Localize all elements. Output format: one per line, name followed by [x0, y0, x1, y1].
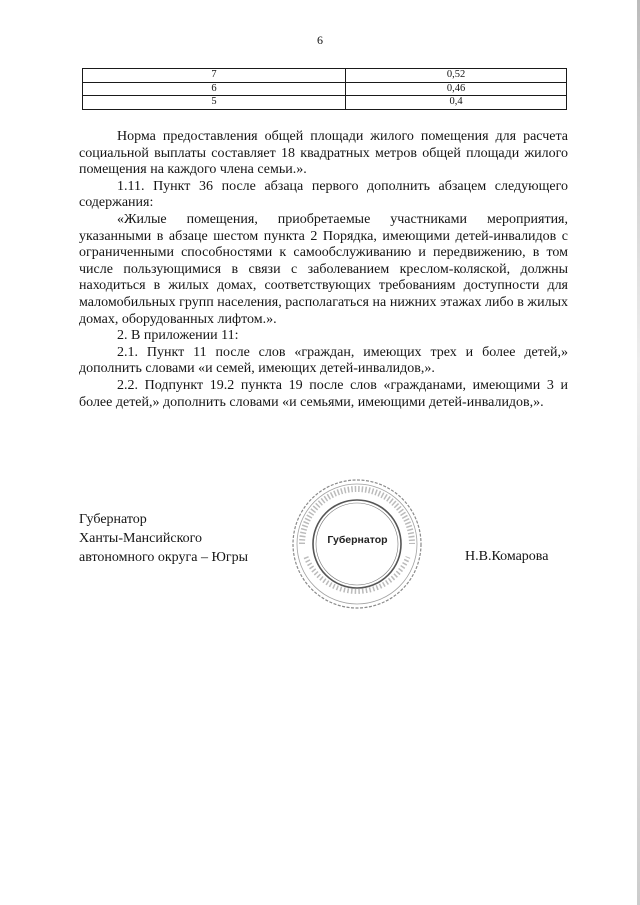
official-seal — [290, 477, 425, 612]
table-cell-members: 6 — [83, 82, 346, 96]
position-line: Ханты-Мансийского — [79, 531, 203, 546]
signature-position — [79, 510, 248, 567]
position-line: автономного округа – Югры — [79, 550, 248, 565]
table-row — [83, 69, 567, 83]
table-cell-norm: 0,52 — [346, 69, 567, 83]
table-row — [83, 96, 567, 110]
table-cell-members: 7 — [83, 69, 346, 83]
page-number: 6 — [317, 33, 323, 47]
table-cell-norm: 0,46 — [346, 82, 567, 96]
table-cell-norm: 0,4 — [346, 96, 567, 110]
table-cell-members: 5 — [83, 96, 346, 110]
paragraph-2-2: 2.2. Подпункт 19.2 пункта 19 после слов «гражданами, имеющими 3 и более детей,» дополнить словами «и семьями, имеющими детей-инвалидов,». — [79, 377, 568, 410]
paragraph-1-11: 1.11. Пункт 36 после абзаца первого дополнить абзацем следующего содержания: — [79, 178, 568, 211]
position-line: Губернатор — [79, 512, 147, 527]
table-row — [83, 82, 567, 96]
paragraph-2: 2. В приложении 11: — [117, 328, 239, 344]
norm-table — [82, 68, 567, 110]
document-body — [79, 129, 568, 411]
paragraph-quote: «Жилые помещения, приобретаемые участниками мероприятия, указанными в абзаце шестом пункта 2 Порядка, имеющими детей-инвалидов с ограниченными способностями к самообслуживанию и передвижению, в том числе пользующимися в связи с заболеванием креслом-коляской, должны находиться в жилых домах, соответствующих требованиям доступности для маломобильных групп населения, располагаться на нижних этажах либо в жилых домах, оборудованных лифтом.». — [79, 211, 568, 327]
signer-name: Н.В.Комарова — [465, 549, 549, 564]
paragraph-2-1: 2.1. Пункт 11 после слов «граждан, имеющих трех и более детей,» дополнить словами «и семей, имеющих детей-инвалидов,». — [79, 344, 568, 377]
paragraph-norm: Норма предоставления общей площади жилого помещения для расчета социальной выплаты составляет 18 квадратных метров общей площади жилого помещения на каждого члена семьи.». — [79, 129, 568, 178]
seal-label: Губернатор — [327, 534, 388, 546]
